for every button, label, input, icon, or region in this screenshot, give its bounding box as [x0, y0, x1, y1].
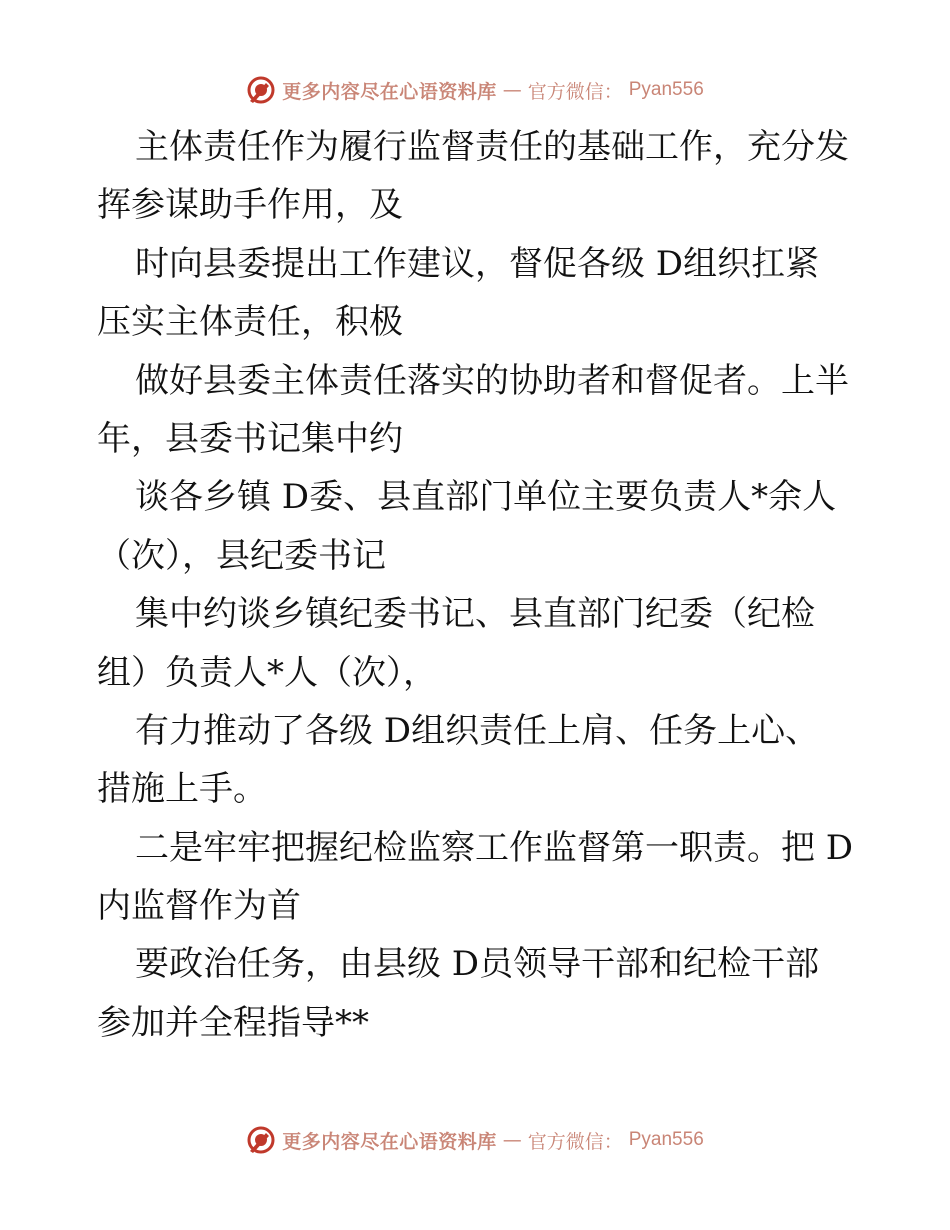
banner-wechat-label: 官方微信：	[527, 80, 623, 103]
text-line: 时向县委提出工作建议，督促各级 D组织扛紧	[135, 243, 820, 284]
banner-wechat-account: Pyan556	[628, 79, 704, 100]
document-body	[97, 118, 857, 1052]
text-line: 谈各乡镇 D委、县直部门单位主要负责人*余人	[135, 477, 837, 518]
text-line: 组）负责人*人（次），	[97, 652, 437, 693]
text-line: 做好县委主体责任落实的协助者和督促者。上半	[135, 360, 849, 401]
brand-logo-icon	[246, 1125, 276, 1155]
header-banner	[0, 70, 950, 110]
text-line: 压实主体责任，积极	[97, 302, 403, 343]
text-line: 要政治任务，由县级 D员领导干部和纪检干部	[135, 944, 820, 985]
text-line: 集中约谈乡镇纪委书记、县直部门纪委（纪检	[135, 594, 815, 635]
text-line: 参加并全程指导**	[97, 1002, 369, 1043]
text-line: （次），县纪委书记	[97, 535, 386, 576]
banner-separator: —	[502, 1129, 522, 1151]
text-line: 二是牢牢把握纪检监察工作监督第一职责。把 D	[135, 827, 854, 868]
text-line: 挥参谋助手作用，及	[97, 185, 403, 226]
banner-site-name: 更多内容尽在心语资料库	[282, 1130, 497, 1153]
banner-separator: —	[502, 79, 522, 101]
banner-wechat-account: Pyan556	[628, 1129, 704, 1150]
banner-site-name: 更多内容尽在心语资料库	[282, 80, 497, 103]
text-line: 措施上手。	[97, 769, 267, 810]
text-line: 有力推动了各级 D组织责任上肩、任务上心、	[135, 710, 820, 751]
text-line: 主体责任作为履行监督责任的基础工作，充分发	[135, 127, 849, 167]
text-line: 内监督作为首	[97, 886, 301, 927]
brand-logo-icon	[246, 75, 276, 105]
banner-wechat-label: 官方微信：	[527, 1130, 623, 1153]
footer-banner	[0, 1120, 950, 1160]
text-line: 年，县委书记集中约	[97, 418, 403, 459]
